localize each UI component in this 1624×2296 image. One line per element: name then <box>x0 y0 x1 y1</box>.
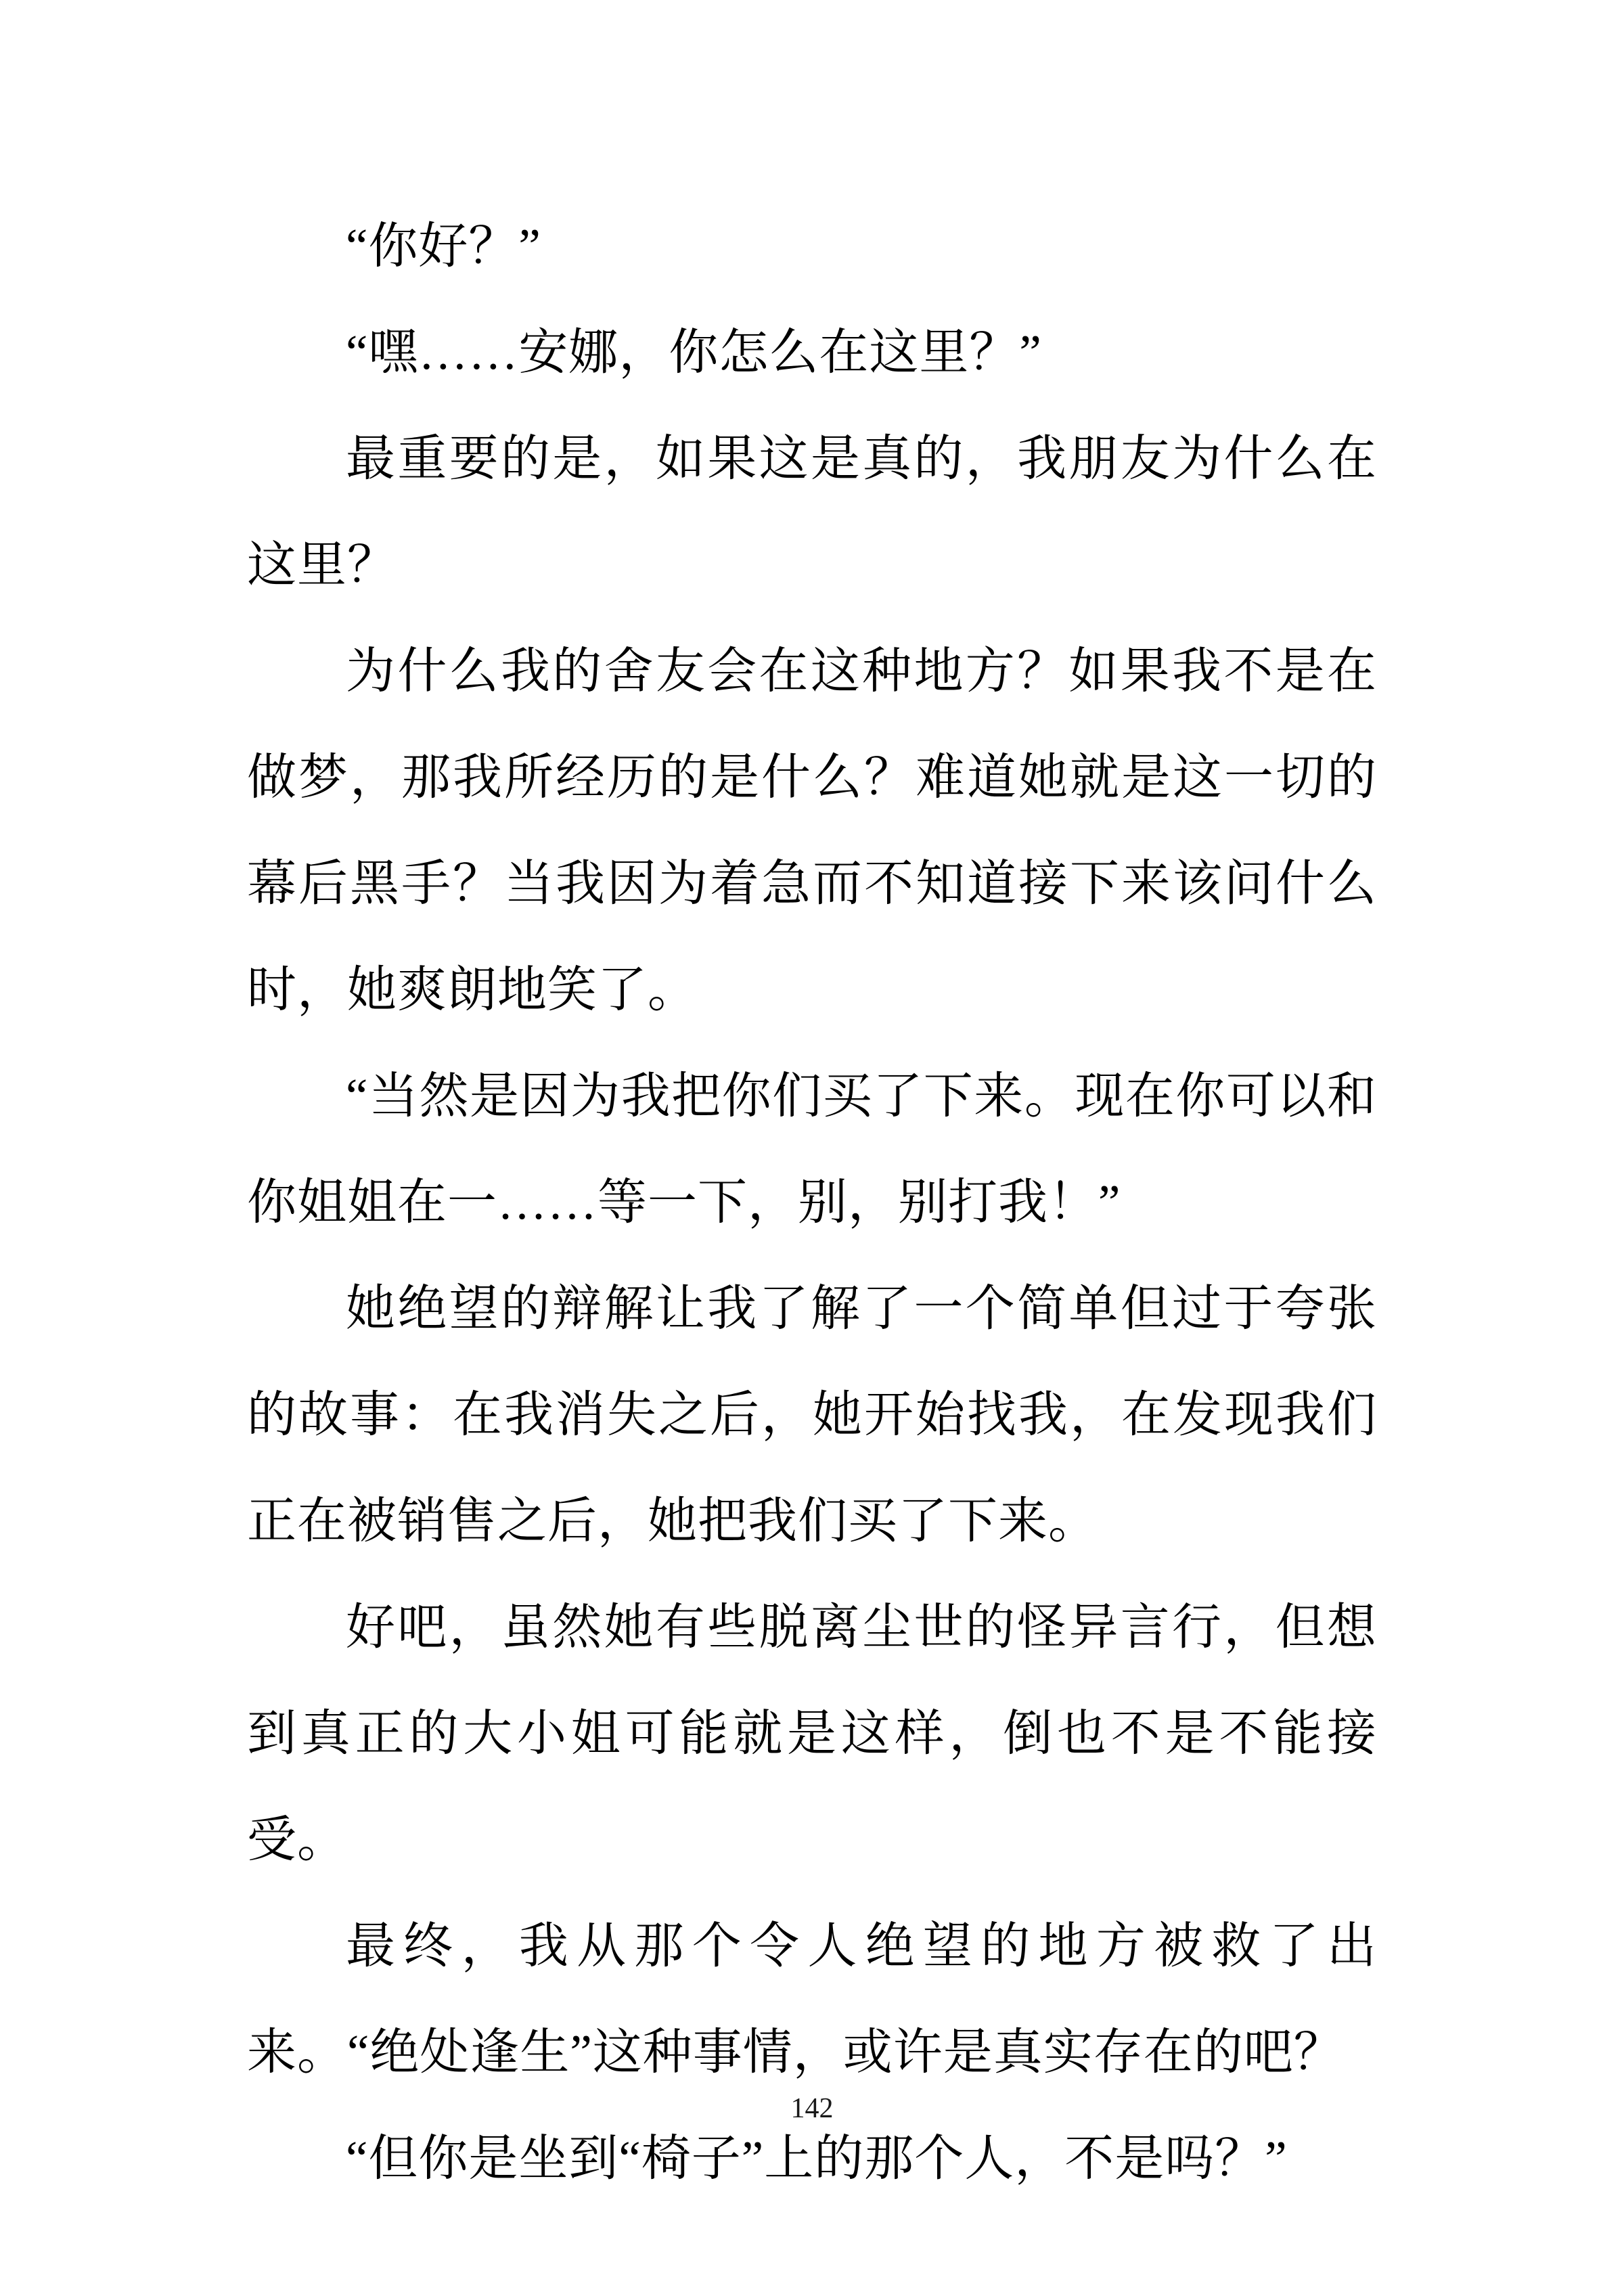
page-number: 142 <box>790 2093 834 2124</box>
paragraph: “嘿……安娜，你怎么在这里？” <box>346 325 1042 380</box>
paragraph: 她绝望的辩解让我了解了一个简单但过于夸张的故事：在我消失之后，她开始找我，在发现我们正在被销售之后，她把我们买了下来。 <box>247 1281 1377 1548</box>
paragraph: “当然是因为我把你们买了下来。现在你可以和你姐姐在一……等一下，别，别打我！” <box>247 1068 1377 1230</box>
paragraph: 好吧，虽然她有些脱离尘世的怪异言行，但想到真正的大小姐可能就是这样，倒也不是不能接受。 <box>247 1600 1377 1867</box>
paragraph: 为什么我的舍友会在这种地方？如果我不是在做梦，那我所经历的是什么？难道她就是这一切的幕后黑手？当我因为着急而不知道接下来该问什么时，她爽朗地笑了。 <box>247 644 1377 1017</box>
page-footer <box>0 2091 1624 2126</box>
paragraph: 最重要的是，如果这是真的，我朋友为什么在这里？ <box>247 431 1377 592</box>
paragraph: “你好？” <box>346 219 541 273</box>
page-body <box>247 193 1377 2211</box>
paragraph: 最终，我从那个令人绝望的地方被救了出来。“绝处逢生”这种事情，或许是真实存在的吧？ <box>247 1918 1377 2079</box>
paragraph: “但你是坐到“椅子”上的那个人，不是吗？” <box>346 2131 1288 2186</box>
